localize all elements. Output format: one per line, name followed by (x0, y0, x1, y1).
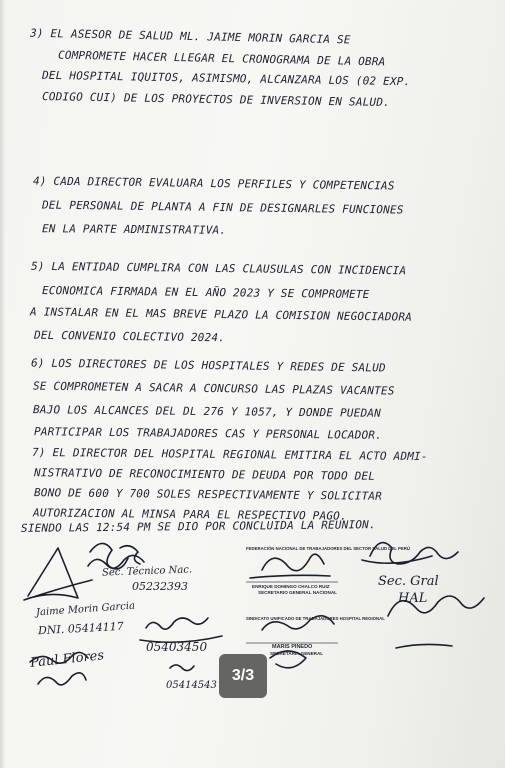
signature-4-number: 05414543 (166, 680, 217, 691)
stamp-1-org: FEDERACIÓN NACIONAL DE TRABAJADORES DEL SECTOR SALUD DEL PERÚ (246, 546, 410, 551)
item-7-line-4: AUTORIZACION AL MINSA PARA EL RESPECTIVO PAGO. (32, 506, 347, 523)
signature-2-role: Sec. Técnico Nac. (101, 564, 193, 579)
item-5-line-3: A INSTALAR EN EL MAS BREVE PLAZO LA COMISION NEGOCIADORA (29, 305, 413, 324)
item-7-line-1: 7) EL DIRECTOR DEL HOSPITAL REGIONAL EMITIRA EL ACTO ADMI- (31, 445, 428, 464)
item-3-line-1: 3) EL ASESOR DE SALUD ML. JAIME MORIN GARCIA SE (29, 26, 351, 47)
item-6-line-3: BAJO LOS ALCANCES DEL DL 276 Y 1057, Y DONDE PUEDAN (32, 403, 382, 420)
item-4-line-3: EN LA PARTE ADMINISTRATIVA. (41, 222, 227, 237)
signature-5-org: HAL (398, 591, 428, 606)
item-5-line-1: 5) LA ENTIDAD CUMPLIRA CON LAS CLAUSULAS CON INCIDENCIA (30, 259, 407, 278)
signature-1-dni: DNI. 05414117 (37, 619, 125, 638)
stamp-1-name: ENRIQUE DOMINGO CHALCO RUIZ (252, 584, 330, 589)
signature-2-number: 05232393 (132, 580, 188, 593)
stamp-2-title: SECRETARIA GENERAL (270, 651, 324, 656)
signature-3-number: 05403450 (146, 640, 208, 654)
stamp-2-name: MARIS PINEDO (272, 644, 313, 650)
item-7-line-3: BONO DE 600 Y 700 SOLES RESPECTIVAMENTE Y SOLICITAR (33, 486, 383, 503)
item-6-line-2: SE COMPROMETEN A SACAR A CONCURSO LAS PLAZAS VACANTES (32, 379, 395, 398)
signature-6-name: Paul Flores (29, 648, 105, 671)
stamp-1-title: SECRETARIO GENERAL NACIONAL (258, 590, 337, 595)
closing-line: SIENDO LAS 12:54 PM SE DIO POR CONCLUIDA LA REUNION. (20, 518, 376, 535)
signature-5-role: Sec. Gral (378, 574, 439, 589)
item-3-line-3: DEL HOSPITAL IQUITOS, ASIMISMO, ALCANZARA LOS (02 EXP. (41, 68, 411, 89)
page-indicator-badge: 3/3 (219, 654, 267, 698)
item-4-line-2: DEL PERSONAL DE PLANTA A FIN DE DESIGNARLES FUNCIONES (41, 198, 404, 217)
item-4-line-1: 4) CADA DIRECTOR EVALUARA LOS PERFILES Y COMPETENCIAS (32, 174, 395, 193)
stamp-2-org: SINDICATO UNIFICADO DE TRABAJADORES HOSPITAL REGIONAL (246, 616, 385, 621)
item-5-line-4: DEL CONVENIO COLECTIVO 2024. (33, 328, 226, 345)
item-3-line-2: COMPROMETE HACER LLEGAR EL CRONOGRAMA DE LA OBRA (57, 48, 386, 69)
item-6-line-4: PARTICIPAR LOS TRABAJADORES CAS Y PERSONAL LOCADOR. (33, 425, 383, 442)
item-6-line-1: 6) LOS DIRECTORES DE LOS HOSPITALES Y REDES DE SALUD (30, 356, 386, 375)
item-7-line-2: NISTRATIVO DE RECONOCIMIENTO DE DEUDA POR TODO DEL (33, 466, 376, 483)
item-3-line-4: CODIGO CUI) DE LOS PROYECTOS DE INVERSION EN SALUD. (41, 89, 391, 110)
signature-1-name: Jaime Morin Garcia (35, 600, 136, 619)
item-5-line-2: ECONOMICA FIRMADA EN EL AÑO 2023 Y SE COMPROMETE (41, 284, 370, 301)
